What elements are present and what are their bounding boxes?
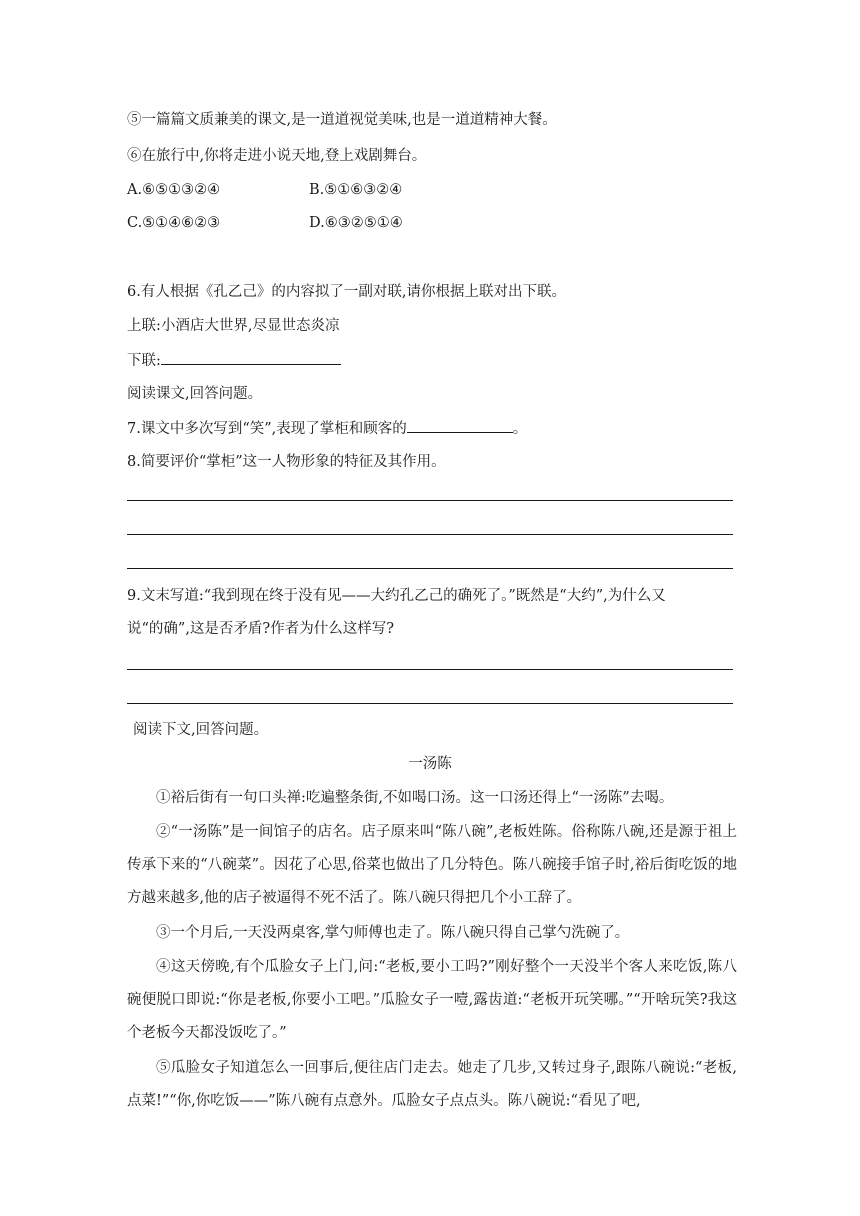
read-instruction-1: 阅读课文,回答问题。 bbox=[127, 386, 263, 402]
q5-item-5: ⑤一篇篇文质兼美的课文,是一道道视觉美味,也是一道道精神大餐。 bbox=[127, 112, 557, 128]
q9-question-line-1: 9.文末写道:“我到现在终于没有见——大约孔乙己的确死了。”既然是“大约”,为什么又 bbox=[127, 588, 666, 604]
q5-item-6: ⑥在旅行中,你将走进小说天地,登上戏剧舞台。 bbox=[127, 148, 427, 164]
q8-question: 8.简要评价“掌柜”这一人物形象的特征及其作用。 bbox=[127, 454, 446, 470]
q7-question bbox=[127, 418, 527, 439]
q5-option-d: D.⑥③②⑤①④ bbox=[309, 215, 403, 231]
q9-answer-line-1[interactable] bbox=[127, 669, 733, 670]
q7-answer-blank[interactable] bbox=[407, 418, 513, 433]
story-title: 一汤陈 bbox=[408, 756, 452, 772]
q7-end: 。 bbox=[512, 421, 528, 437]
q9-answer-line-2[interactable] bbox=[127, 703, 733, 704]
q8-answer-line-2[interactable] bbox=[127, 534, 733, 535]
q6-lower-couplet bbox=[127, 350, 341, 371]
q8-answer-line-3[interactable] bbox=[127, 568, 733, 569]
q8-answer-line-1[interactable] bbox=[127, 500, 733, 501]
q6-lower-label: 下联: bbox=[127, 353, 161, 369]
story-paragraph-5: ⑤瓜脸女子知道怎么一回事后,便往店门走去。她走了几步,又转过身子,跟陈八碗说:“老板,点菜!”“你,你吃饭——”陈八碗有点意外。瓜脸女子点点头。陈八碗说:“看见了吧, bbox=[127, 1060, 737, 1109]
q5-option-b: B.⑤①⑥③②④ bbox=[309, 182, 403, 198]
q9-question-line-2: 说“的确”,这是否矛盾?作者为什么这样写? bbox=[127, 621, 394, 637]
story-paragraph-4: ④这天傍晚,有个瓜脸女子上门,问:“老板,要小工吗?”刚好整个一天没半个客人来吃饭,陈八碗便脱口即说:“你是老板,你要小工吧。”瓜脸女子一噎,露齿道:“老板开玩笑哪。”“开啥玩笑?我这个老板今天都没饭吃了。” bbox=[127, 959, 737, 1041]
q7-text: 7.课文中多次写到“笑”,表现了掌柜和顾客的 bbox=[127, 421, 407, 437]
q5-option-c: C.⑤①④⑥②③ bbox=[127, 215, 221, 231]
q5-option-a: A.⑥⑤①③②④ bbox=[127, 182, 221, 198]
story-paragraph-1: ①裕后街有一句口头禅:吃遍整条街,不如喝口汤。这一口汤还得上“一汤陈”去喝。 bbox=[156, 790, 674, 806]
q6-upper-couplet: 上联:小酒店大世界,尽显世态炎凉 bbox=[127, 318, 340, 334]
story-paragraph-2: ②“一汤陈”是一间馆子的店名。店子原来叫“陈八碗”,老板姓陈。俗称陈八碗,还是源于祖上传承下来的“八碗菜”。因花了心思,俗菜也做出了几分特色。陈八碗接手馆子时,裕后街吃饭的地方越来越多,他的店子被逼得不死不活了。陈八碗只得把几个小工辞了。 bbox=[127, 824, 737, 906]
q6-answer-blank[interactable] bbox=[161, 350, 341, 365]
story-paragraph-3: ③一个月后,一天没两桌客,掌勺师傅也走了。陈八碗只得自己掌勺洗碗了。 bbox=[156, 925, 630, 941]
read-instruction-2: 阅读下文,回答问题。 bbox=[133, 722, 269, 738]
q6-question: 6.有人根据《孔乙己》的内容拟了一副对联,请你根据上联对出下联。 bbox=[127, 284, 566, 300]
